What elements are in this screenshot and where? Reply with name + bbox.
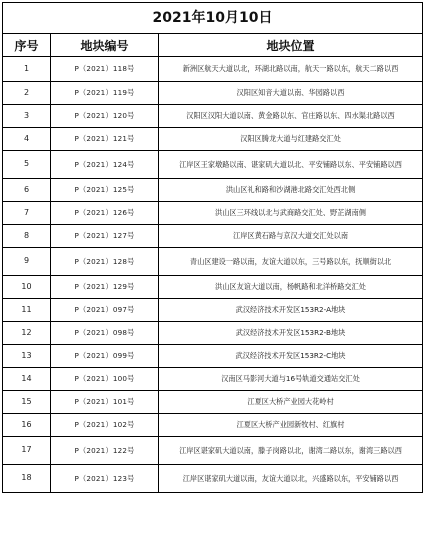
cell-seq: 16 <box>3 414 51 437</box>
cell-location: 汉阳区知音大道以南、华园路以西 <box>159 82 423 105</box>
cell-location: 汉阳区汉阳大道以南、黄金路以东、官庄路以东、四水渠北路以西 <box>159 105 423 128</box>
cell-seq: 1 <box>3 57 51 82</box>
cell-code: P（2021）121号 <box>51 128 159 151</box>
cell-code: P（2021）127号 <box>51 225 159 248</box>
header-location: 地块位置 <box>159 34 423 57</box>
table-row <box>3 57 423 82</box>
land-parcel-sheet <box>2 2 422 493</box>
table-row <box>3 391 423 414</box>
cell-code: P（2021）118号 <box>51 57 159 82</box>
cell-location: 洪山区礼和路和沙湖港北路交汇处西北侧 <box>159 179 423 202</box>
header-code: 地块编号 <box>51 34 159 57</box>
cell-location: 汉阳区腾龙大道与红建路交汇处 <box>159 128 423 151</box>
cell-seq: 3 <box>3 105 51 128</box>
cell-seq: 12 <box>3 322 51 345</box>
table-row <box>3 105 423 128</box>
cell-code: P（2021）099号 <box>51 345 159 368</box>
cell-location: 武汉经济技术开发区153R2-B地块 <box>159 322 423 345</box>
table-row <box>3 151 423 179</box>
land-parcel-table <box>2 2 423 493</box>
table-row <box>3 368 423 391</box>
table-row <box>3 248 423 276</box>
table-row <box>3 322 423 345</box>
cell-code: P（2021）126号 <box>51 202 159 225</box>
cell-location: 武汉经济技术开发区153R2-C地块 <box>159 345 423 368</box>
table-row <box>3 345 423 368</box>
table-row <box>3 202 423 225</box>
cell-seq: 15 <box>3 391 51 414</box>
cell-code: P（2021）102号 <box>51 414 159 437</box>
cell-seq: 5 <box>3 151 51 179</box>
cell-code: P（2021）124号 <box>51 151 159 179</box>
cell-location: 汉南区马影河大道与16号轨道交通站交汇处 <box>159 368 423 391</box>
cell-seq: 4 <box>3 128 51 151</box>
cell-location: 江岸区谌家矶大道以南，友谊大道以北，兴盛路以东，平安铺路以西 <box>159 465 423 493</box>
cell-location: 江岸区谌家矶大道以南，滕子岗路以北，谢湾二路以东，谢湾三路以西 <box>159 437 423 465</box>
table-row <box>3 276 423 299</box>
cell-seq: 17 <box>3 437 51 465</box>
cell-seq: 10 <box>3 276 51 299</box>
cell-seq: 7 <box>3 202 51 225</box>
cell-location: 武汉经济技术开发区153R2-A地块 <box>159 299 423 322</box>
cell-seq: 9 <box>3 248 51 276</box>
cell-code: P（2021）128号 <box>51 248 159 276</box>
cell-location: 江岸区黄石路与京汉大道交汇处以南 <box>159 225 423 248</box>
cell-seq: 11 <box>3 299 51 322</box>
table-row <box>3 82 423 105</box>
cell-code: P（2021）097号 <box>51 299 159 322</box>
table-row <box>3 128 423 151</box>
table-row <box>3 225 423 248</box>
cell-location: 江夏区大桥产业园大花岭村 <box>159 391 423 414</box>
cell-code: P（2021）120号 <box>51 105 159 128</box>
cell-code: P（2021）100号 <box>51 368 159 391</box>
cell-code: P（2021）123号 <box>51 465 159 493</box>
cell-location: 洪山区三环线以北与武商路交汇处、野芷湖南侧 <box>159 202 423 225</box>
cell-location: 江岸区王家墩路以南、谌家矶大道以北、平安铺路以东、平安铺路以西 <box>159 151 423 179</box>
table-row <box>3 437 423 465</box>
cell-code: P（2021）101号 <box>51 391 159 414</box>
table-row <box>3 299 423 322</box>
cell-seq: 14 <box>3 368 51 391</box>
cell-location: 江夏区大桥产业园新牧村、红旗村 <box>159 414 423 437</box>
cell-code: P（2021）098号 <box>51 322 159 345</box>
cell-seq: 8 <box>3 225 51 248</box>
sheet-title: 2021年10月10日 <box>3 3 423 34</box>
cell-seq: 6 <box>3 179 51 202</box>
cell-seq: 13 <box>3 345 51 368</box>
cell-code: P（2021）129号 <box>51 276 159 299</box>
cell-code: P（2021）119号 <box>51 82 159 105</box>
cell-location: 洪山区友谊大道以南，杨帆路和北洋桥路交汇处 <box>159 276 423 299</box>
header-seq: 序号 <box>3 34 51 57</box>
cell-seq: 2 <box>3 82 51 105</box>
cell-code: P（2021）125号 <box>51 179 159 202</box>
table-row <box>3 414 423 437</box>
table-row <box>3 465 423 493</box>
cell-location: 新洲区航天大道以北，环湖北路以南，航天一路以东，航天二路以西 <box>159 57 423 82</box>
cell-code: P（2021）122号 <box>51 437 159 465</box>
table-row <box>3 179 423 202</box>
cell-location: 青山区建设一路以南，友谊大道以东，三号路以东，抚顺街以北 <box>159 248 423 276</box>
cell-seq: 18 <box>3 465 51 493</box>
